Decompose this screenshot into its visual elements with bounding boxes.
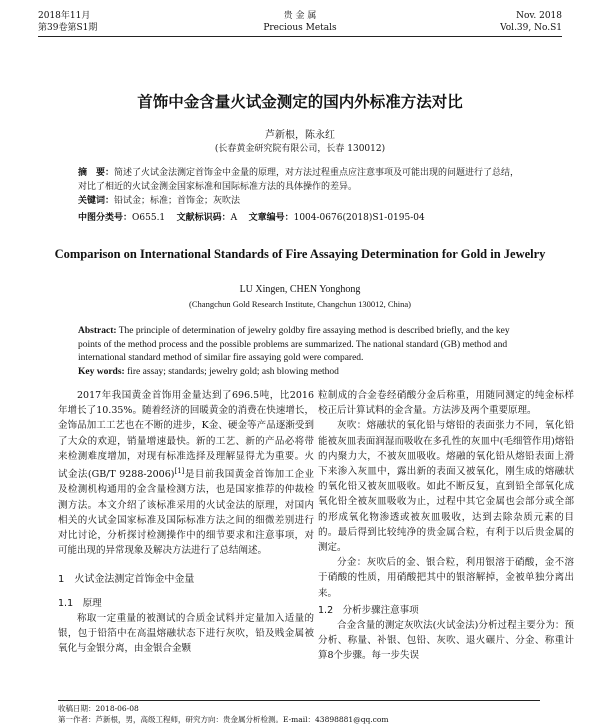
abstract-en: [78, 325, 522, 366]
footnote-received: 收稿日期：2018-06-08: [58, 704, 139, 713]
keywords-en-text: fire assay; standards; jewelry gold; ash blowing method: [127, 366, 339, 377]
affiliation-cn: (长春黄金研究院有限公司，长春 130012): [214, 144, 386, 154]
journal-name-en: Precious Metals: [263, 23, 337, 33]
doc-code-label: 文献标识码：: [176, 213, 231, 223]
keywords-cn-text: 铅试金；标准；首饰金；灰吹法: [114, 196, 241, 206]
principle-paragraph: 称取一定重量的被测试的合质金试料并定量加入适量的银，包于铅箔中在高温熔融状态下进行灰吹，铅及贱金属被氧化与金银分离，由金银合金颗: [58, 612, 314, 655]
running-header: [38, 10, 562, 37]
abstract-cn-label: 摘 要：: [78, 168, 115, 178]
abstract-en-block: [78, 325, 522, 379]
classification-line: [78, 210, 540, 223]
header-right: [500, 10, 562, 34]
paper-title-cn: 首饰中金含量火试金测定的国内外标准方法对比: [137, 93, 463, 111]
subsection-heading-1-1: 1.1 原理: [58, 597, 102, 609]
parting-paragraph: 分金：灰吹后的金、银合粒，利用银溶于硝酸，金不溶于硝酸的性质，用硝酸把其中的银溶解掉，金被单独分离出来。: [318, 557, 574, 599]
intro-text: 2017年我国黄金首饰用金量达到了696.5吨，比2016年增长了10.35%。随着经济的回暖黄金的消费在快速增长，金饰品加工工艺也在不断的进步，K金、硬金等产品逐渐受到了大众的欢迎，销量增速最快。新的工艺、新的产品必将带来检测难度增加，对现有标准选择及理解显得尤为重要。火试金法(GB/T 9288-2006): [58, 390, 314, 481]
cupellation-paragraph: 灰吹：熔融状的氧化铅与熔铅的表面张力不同，氧化铅能被灰皿表面润湿而吸收在多孔性的灰皿中(毛细管作用)熔铅的内聚力大，不被灰皿吸收。熔融的氧化铅从熔铅表面上滑下来渗入灰皿中，露出新的表面又被氧化，刚生成的熔融状的氧化铅又被灰皿吸收。如此不断反复，直到铅全部氧化成氧化铅全被灰皿吸收为止，过程中其它金属也会部分或全部的形成氧化物渗透或被灰皿吸收，达到去除杂质元素的目的。最后得到比较纯净的贵金属合粒，有利于以后贵金属的测定。: [318, 420, 574, 554]
header-date: 2018年11月: [38, 11, 91, 21]
abstract-en-text: The principle of determination of jewelry goldby fire assaying method is described briefly, and the key points of the method process and the possible problems are summarized. The national standard (GB) method and international standard method of similar fire assaying gold were compared.: [78, 326, 510, 363]
header-date-en: Nov. 2018: [516, 11, 562, 21]
article-number-label: 文章编号：: [248, 213, 294, 223]
affiliation-en: (Changchun Gold Research Institute, Changchun 130012, China): [189, 299, 411, 309]
doc-code-value: A: [230, 213, 238, 223]
keywords-en-label: Key words:: [78, 366, 125, 377]
journal-name-cn: 贵 金 属: [283, 11, 317, 21]
article-number-value: 1004-0676(2018)S1-0195-04: [293, 213, 425, 223]
steps-paragraph: 合金含量的测定灰吹法(火试金法)分析过程主要分为：预分析、称量、补银、包铅、灰吹、退火碾片、分金、称重计算8个步骤。每一步失误: [318, 620, 574, 662]
body-column-right: [318, 388, 574, 664]
subsection-heading-1-2: 1.2 分析步骤注意事项: [318, 604, 419, 616]
footnote: [58, 700, 540, 725]
keywords-cn-label: 关键词：: [78, 196, 115, 206]
header-center: [38, 10, 562, 34]
paper-title-en: Comparison on International Standards of Fire Assaying Determination for Gold in Jewelry: [54, 247, 546, 261]
keywords-en: [78, 366, 522, 380]
abstract-cn: [78, 166, 522, 194]
continued-paragraph: 粒制成的合金卷经硝酸分金后称重，用随同测定的纯金标样校正后计算试料的金含量。方法涉及两个重要原理。: [318, 390, 574, 417]
abstract-cn-block: [78, 166, 522, 208]
keywords-cn: [78, 194, 522, 208]
clc-label: 中图分类号：: [78, 213, 133, 223]
intro-paragraph: [58, 388, 314, 558]
header-volume-en: Vol.39, No.S1: [500, 23, 562, 33]
authors-cn: 芦新根，陈永红: [265, 130, 335, 141]
abstract-en-label: Abstract:: [78, 326, 117, 336]
authors-en: LU Xingen, CHEN Yonghong: [239, 284, 361, 295]
section-heading-1: 1 火试金法测定首饰金中金量: [58, 574, 195, 586]
intro-text-tail: 是目前我国黄金首饰加工企业及检测机构通用的金含量检测方法，也是国家推荐的仲裁检测方法。本文介绍了该标准采用的火试金法的原理，对国内相关的火试金国家标准及国际标准方法之间的细微差别进行对比讨论，分析探讨检测操作中的细节要求和注意事项，对可能出现的异常现象及解决方法进行了总结阐述。: [58, 469, 314, 557]
abstract-cn-text: 简述了火试金法测定首饰金中金量的原理，对方法过程重点应注意事项及可能出现的问题进行了总结，对比了相近的火试金测金国家标准和国际标准方法的具体操作的差异。: [78, 168, 520, 192]
body-column-left: [58, 388, 314, 656]
header-volume: 第39卷第S1期: [38, 23, 98, 33]
footnote-author: 第一作者：芦新根，男，高级工程师，研究方向：贵金属分析检测。E-mail：43898881@qq.com: [58, 715, 389, 724]
clc-value: O655.1: [132, 213, 166, 223]
citation-ref: [1]: [174, 467, 185, 476]
